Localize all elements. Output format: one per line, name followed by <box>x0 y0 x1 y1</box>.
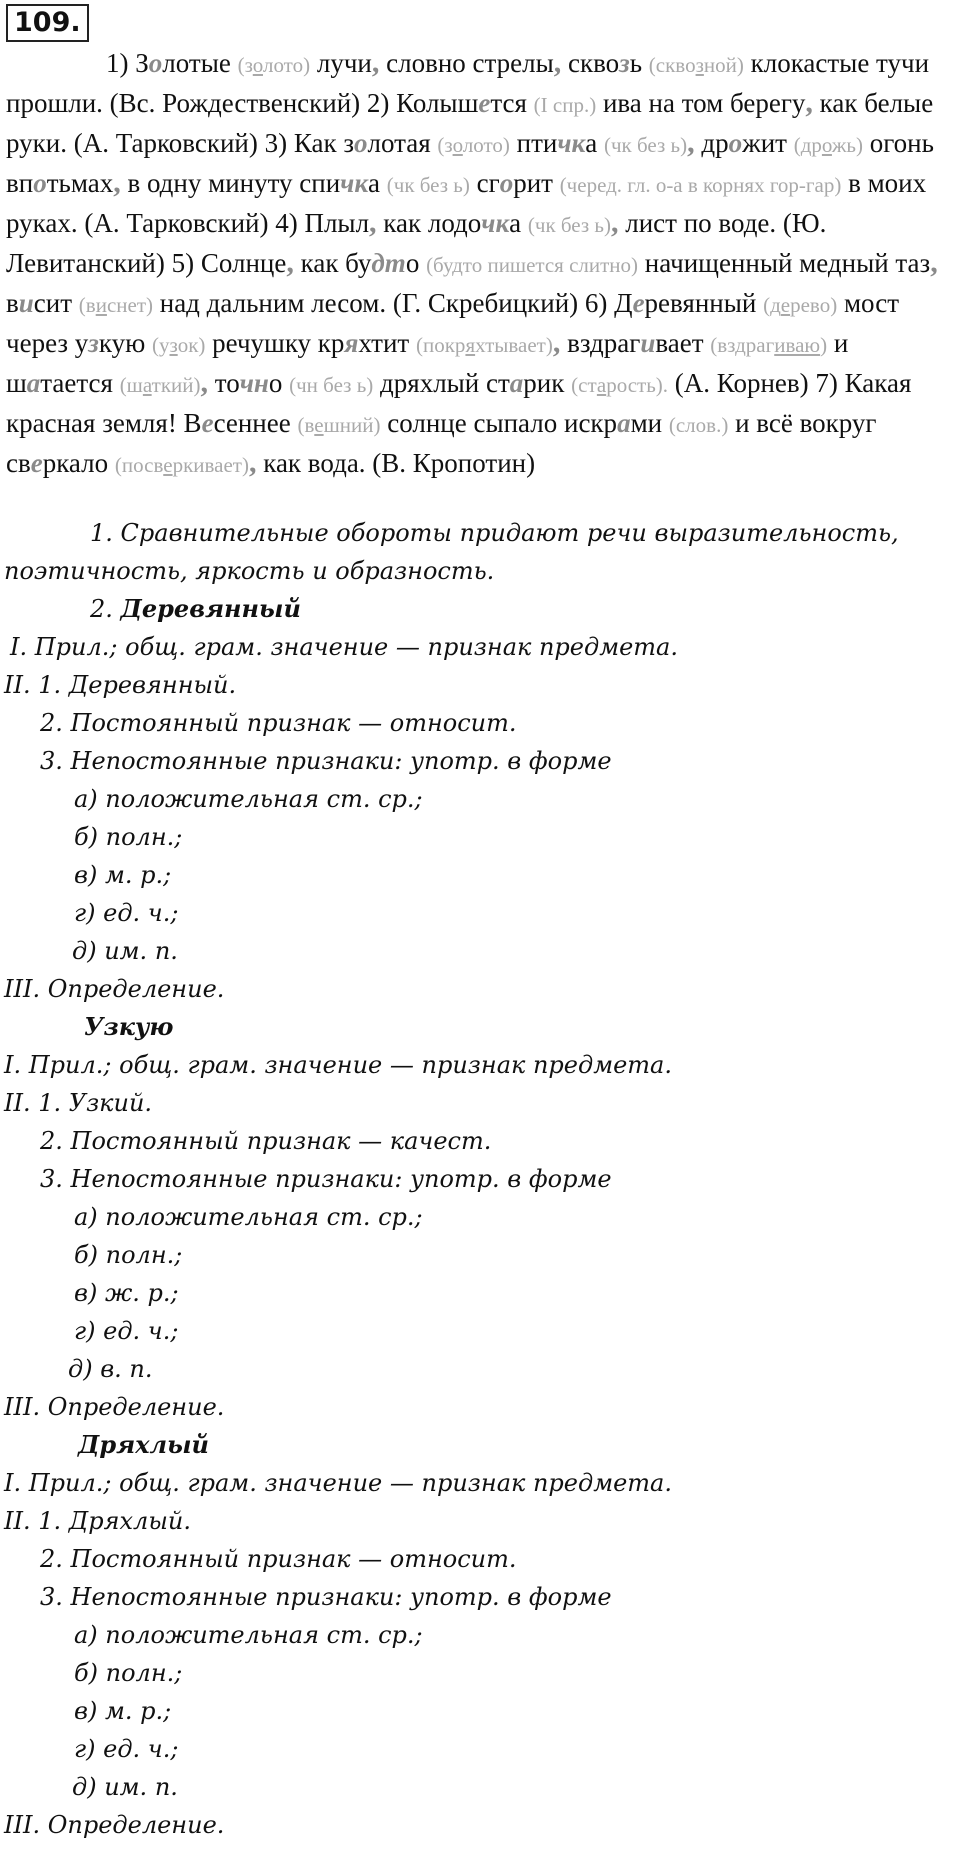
analysis-text: 2. <box>90 595 121 623</box>
text-segment: 1) З <box>106 48 149 78</box>
letter-highlight: о <box>728 128 743 158</box>
grammar-note: иваю <box>774 333 821 357</box>
punctuation-highlight: , <box>553 46 562 79</box>
analysis-text: 2. Постоянный признак — качест. <box>40 1127 492 1155</box>
analysis-text: б) полн.; <box>74 1241 183 1269</box>
text-segment: то <box>208 368 240 398</box>
text-segment: речушку кр <box>205 328 345 358</box>
text-segment: хтит <box>358 328 416 358</box>
analysis-text: 2. Постоянный признак — относит. <box>40 1545 517 1573</box>
analyzed-word: Узкую <box>84 1012 174 1041</box>
letter-highlight: и <box>18 288 34 318</box>
text-segment: кую <box>98 328 152 358</box>
analysis-line <box>40 1580 612 1614</box>
grammar-note: ок) <box>177 333 206 357</box>
text-segment: как лодо <box>376 208 482 238</box>
grammar-note: (посв <box>114 453 164 477</box>
analysis-line <box>4 554 494 588</box>
grammar-note: (будто пишется слитно) <box>426 253 639 277</box>
analysis-line <box>74 820 182 854</box>
grammar-note: а <box>596 373 607 397</box>
text-segment: лист по воде. (Ю. Левитанский) 5) Солнце <box>6 208 827 278</box>
letter-highlight: е <box>632 288 645 318</box>
grammar-note: я <box>465 333 476 357</box>
analysis-text: б) полн.; <box>74 1659 183 1687</box>
text-segment: ревянный <box>644 288 764 318</box>
text-segment: жит <box>742 128 794 158</box>
analysis-text: 2. Постоянный признак — относит. <box>40 709 517 737</box>
analysis-line <box>4 1390 224 1424</box>
text-segment: тся <box>490 88 534 118</box>
grammar-note: лото) <box>462 133 510 157</box>
letter-highlight: з <box>88 328 99 358</box>
analysis-text: I. Прил.; общ. грам. значение — признак предмета. <box>4 1051 672 1079</box>
analysis-text: д) им. п. <box>72 1773 178 1801</box>
punctuation-highlight: , <box>286 246 294 279</box>
analysis-line <box>90 516 899 550</box>
grammar-note: (в <box>297 413 315 437</box>
analysis-text: 3. Непостоянные признаки: употр. в форме <box>40 1165 612 1193</box>
text-segment: лотые <box>162 48 238 78</box>
analysis-line <box>72 1770 178 1804</box>
analysis-text: II. 1. Деревянный. <box>4 671 237 699</box>
text-segment: лучи <box>310 48 372 78</box>
grammar-note: жь) <box>831 133 863 157</box>
analysis-line <box>74 1238 182 1272</box>
grammar-note: з <box>695 53 704 77</box>
grammar-note: (в <box>78 293 96 317</box>
text-segment: огонь вп <box>6 128 934 198</box>
grammar-note: шний) <box>323 413 381 437</box>
analyzed-word: Дряхлый <box>78 1430 209 1459</box>
analysis-text: 1. Сравнительные обороты придают речи выразительность, <box>90 519 899 547</box>
text-segment: тьмах <box>46 168 114 198</box>
analysis-line <box>40 706 517 740</box>
punctuation-highlight: , <box>552 326 561 359</box>
text-segment: и ш <box>6 328 849 398</box>
text-segment: дряхлый ст <box>373 368 510 398</box>
analysis-text: II. 1. Дряхлый. <box>4 1507 191 1535</box>
analysis-line <box>74 782 423 816</box>
analysis-text: III. Определение. <box>4 975 225 1003</box>
text-segment: ми <box>630 408 669 438</box>
text-segment: тается <box>40 368 120 398</box>
analysis-line <box>4 668 236 702</box>
letter-highlight: а <box>26 368 41 398</box>
grammar-note: (вздраг <box>710 333 775 357</box>
analysis-text: а) положительная ст. ср.; <box>74 1621 423 1649</box>
analysis-line <box>4 1504 191 1538</box>
grammar-note: (др <box>793 133 822 157</box>
text-segment: ива на том берегу <box>596 88 806 118</box>
analysis-line <box>68 1352 153 1386</box>
grammar-note: о <box>252 53 263 77</box>
text-segment: в одну минуту спи <box>120 168 341 198</box>
analysis-line <box>74 1618 423 1652</box>
text-segment: как вода. (В. Кропотин) <box>256 448 536 478</box>
text-segment: начищенный медный таз <box>638 248 931 278</box>
grammar-note: (чк без ь) <box>527 213 611 237</box>
grammar-note: (чн без ь) <box>289 373 374 397</box>
exercise-text <box>6 44 950 484</box>
analysis-text: г) ед. ч.; <box>74 899 179 927</box>
text-segment: ь <box>629 48 649 78</box>
punctuation-highlight: , <box>930 246 938 279</box>
grammar-note: о <box>821 133 832 157</box>
analysis-text: 3. Непостоянные признаки: употр. в форме <box>40 747 612 775</box>
analysis-line <box>74 1314 178 1348</box>
text-segment: в <box>6 288 19 318</box>
letter-highlight: е <box>30 448 43 478</box>
analysis-line <box>74 1276 179 1310</box>
text-segment: рик <box>523 368 572 398</box>
analysis-line <box>72 934 178 968</box>
text-segment: сг <box>469 168 500 198</box>
grammar-note: ркивает) <box>172 453 249 477</box>
letter-highlight: з <box>619 48 630 78</box>
analysis-line <box>4 1086 152 1120</box>
analysis-text: II. 1. Узкий. <box>4 1089 153 1117</box>
analysis-text: д) в. п. <box>68 1355 153 1383</box>
letter-highlight: а <box>617 408 631 438</box>
letter-highlight: чк <box>557 128 586 158</box>
text-segment: над дальним лесом. (Г. Скребицкий) 6) Д <box>153 288 633 318</box>
letter-highlight: о <box>33 168 47 198</box>
letter-highlight: чк <box>481 208 510 238</box>
analysis-text: I. Прил.; общ. грам. значение — признак предмета. <box>10 633 678 661</box>
text-segment: мост через у <box>6 288 899 358</box>
letter-highlight: чк <box>340 168 369 198</box>
grammar-note: хтывает) <box>475 333 553 357</box>
grammar-note: (покр <box>416 333 466 357</box>
analysis-line <box>78 1428 209 1462</box>
grammar-note: рость). <box>606 373 669 397</box>
analysis-line <box>10 630 678 664</box>
grammar-note: о <box>452 133 463 157</box>
analysis-line <box>4 1808 224 1842</box>
analysis-line <box>90 592 301 626</box>
grammar-note: (чк без ь) <box>603 133 688 157</box>
analysis-line <box>4 972 224 1006</box>
text-segment: о <box>268 368 290 398</box>
analysis-text: г) ед. ч.; <box>74 1735 179 1763</box>
analyzed-word: Деревянный <box>120 594 301 623</box>
grammar-note: ткий) <box>151 373 201 397</box>
analysis-line <box>74 858 171 892</box>
grammar-note: (ст <box>571 373 597 397</box>
text-segment: сеннее <box>213 408 298 438</box>
text-segment: др <box>694 128 729 158</box>
analysis-text: 3. Непостоянные признаки: употр. в форме <box>40 1583 612 1611</box>
punctuation-highlight: , <box>113 166 121 199</box>
grammar-note: (слов.) <box>668 413 729 437</box>
text-segment: вает <box>655 328 711 358</box>
text-segment: скво <box>561 48 620 78</box>
analysis-line <box>4 1048 672 1082</box>
punctuation-highlight: , <box>611 206 619 239</box>
letter-highlight: и <box>640 328 656 358</box>
letter-highlight: я <box>344 328 359 358</box>
text-segment: а <box>585 128 604 158</box>
analysis-line <box>74 1200 423 1234</box>
letter-highlight: о <box>148 48 163 78</box>
letter-highlight: е <box>201 408 214 438</box>
punctuation-highlight: , <box>369 206 377 239</box>
grammar-note: (з <box>437 133 453 157</box>
text-segment: а <box>368 168 387 198</box>
grammar-note: е <box>314 413 324 437</box>
letter-highlight: е <box>478 88 491 118</box>
punctuation-highlight: , <box>248 446 257 479</box>
punctuation-highlight: , <box>687 126 695 159</box>
grammar-note: ) <box>820 333 828 357</box>
grammar-note: (у <box>152 333 170 357</box>
analysis-text: в) ж. р.; <box>74 1279 179 1307</box>
text-segment: в моих руках. (А. Тарковский) 4) Плыл <box>6 168 927 238</box>
letter-highlight: о <box>354 128 368 158</box>
analysis-line <box>74 1732 178 1766</box>
text-segment: сит <box>33 288 79 318</box>
analysis-line <box>40 744 612 778</box>
grammar-note: (з <box>237 53 253 77</box>
analysis-text: в) м. р.; <box>74 861 172 889</box>
analysis-text: а) положительная ст. ср.; <box>74 1203 423 1231</box>
grammar-note: ной) <box>703 53 744 77</box>
text-segment: о <box>405 248 427 278</box>
analysis-text: а) положительная ст. ср.; <box>74 785 423 813</box>
grammar-note: а <box>142 373 152 397</box>
text-segment: лотая <box>367 128 438 158</box>
grammar-note: (черед. гл. о-а в корнях гор-гар) <box>559 173 842 197</box>
exercise-number: 109. <box>6 4 89 42</box>
text-segment: ркало <box>42 448 115 478</box>
analysis-text: I. Прил.; общ. грам. значение — признак предмета. <box>4 1469 672 1497</box>
analysis-line <box>74 896 178 930</box>
grammar-note: снет) <box>106 293 153 317</box>
analysis-text: г) ед. ч.; <box>74 1317 179 1345</box>
text-segment: как белые руки. (А. Тарковский) 3) Как з <box>6 88 934 158</box>
grammar-note: (I спр.) <box>533 93 597 117</box>
text-segment: (А. Корнев) 7) Какая красная земля! В <box>6 368 912 438</box>
grammar-note: рево) <box>790 293 838 317</box>
text-segment: клокастые тучи прошли. (Вс. Рождественский) 2) Колыш <box>6 48 930 118</box>
analysis-line <box>84 1010 173 1044</box>
grammar-note: (скво <box>648 53 696 77</box>
analysis-line <box>74 1694 171 1728</box>
letter-highlight: чн <box>239 368 269 398</box>
grammar-note: лото) <box>262 53 311 77</box>
grammar-note: (чк без ь) <box>386 173 470 197</box>
analysis-line <box>40 1124 491 1158</box>
analysis-text: д) им. п. <box>72 937 178 965</box>
text-segment: как бу <box>293 248 372 278</box>
text-segment: пти <box>509 128 558 158</box>
grammar-note: е <box>780 293 791 317</box>
analysis-text: III. Определение. <box>4 1811 225 1839</box>
analysis-text: б) полн.; <box>74 823 183 851</box>
punctuation-highlight: , <box>371 46 380 79</box>
analysis-line <box>74 1656 182 1690</box>
punctuation-highlight: , <box>805 86 813 119</box>
punctuation-highlight: , <box>200 366 208 399</box>
text-segment: словно стрелы <box>379 48 554 78</box>
analysis-text: поэтичность, яркость и образность. <box>4 557 495 585</box>
grammar-note: з <box>169 333 178 357</box>
text-segment: рит <box>513 168 560 198</box>
analysis-line <box>4 1466 672 1500</box>
letter-highlight: а <box>509 368 524 398</box>
grammar-note: (ш <box>119 373 143 397</box>
letter-highlight: дт <box>371 248 406 278</box>
text-segment: солнце сыпало искр <box>380 408 618 438</box>
analysis-line <box>40 1162 612 1196</box>
grammar-note: (д <box>763 293 781 317</box>
text-segment: вздраг <box>560 328 641 358</box>
grammar-note: и <box>95 293 107 317</box>
text-segment: и всё вокруг св <box>6 408 877 478</box>
letter-highlight: о <box>499 168 514 198</box>
analysis-line <box>40 1542 517 1576</box>
grammar-note: е <box>163 453 173 477</box>
analysis-text: в) м. р.; <box>74 1697 172 1725</box>
text-segment: а <box>509 208 528 238</box>
analysis-text: III. Определение. <box>4 1393 225 1421</box>
